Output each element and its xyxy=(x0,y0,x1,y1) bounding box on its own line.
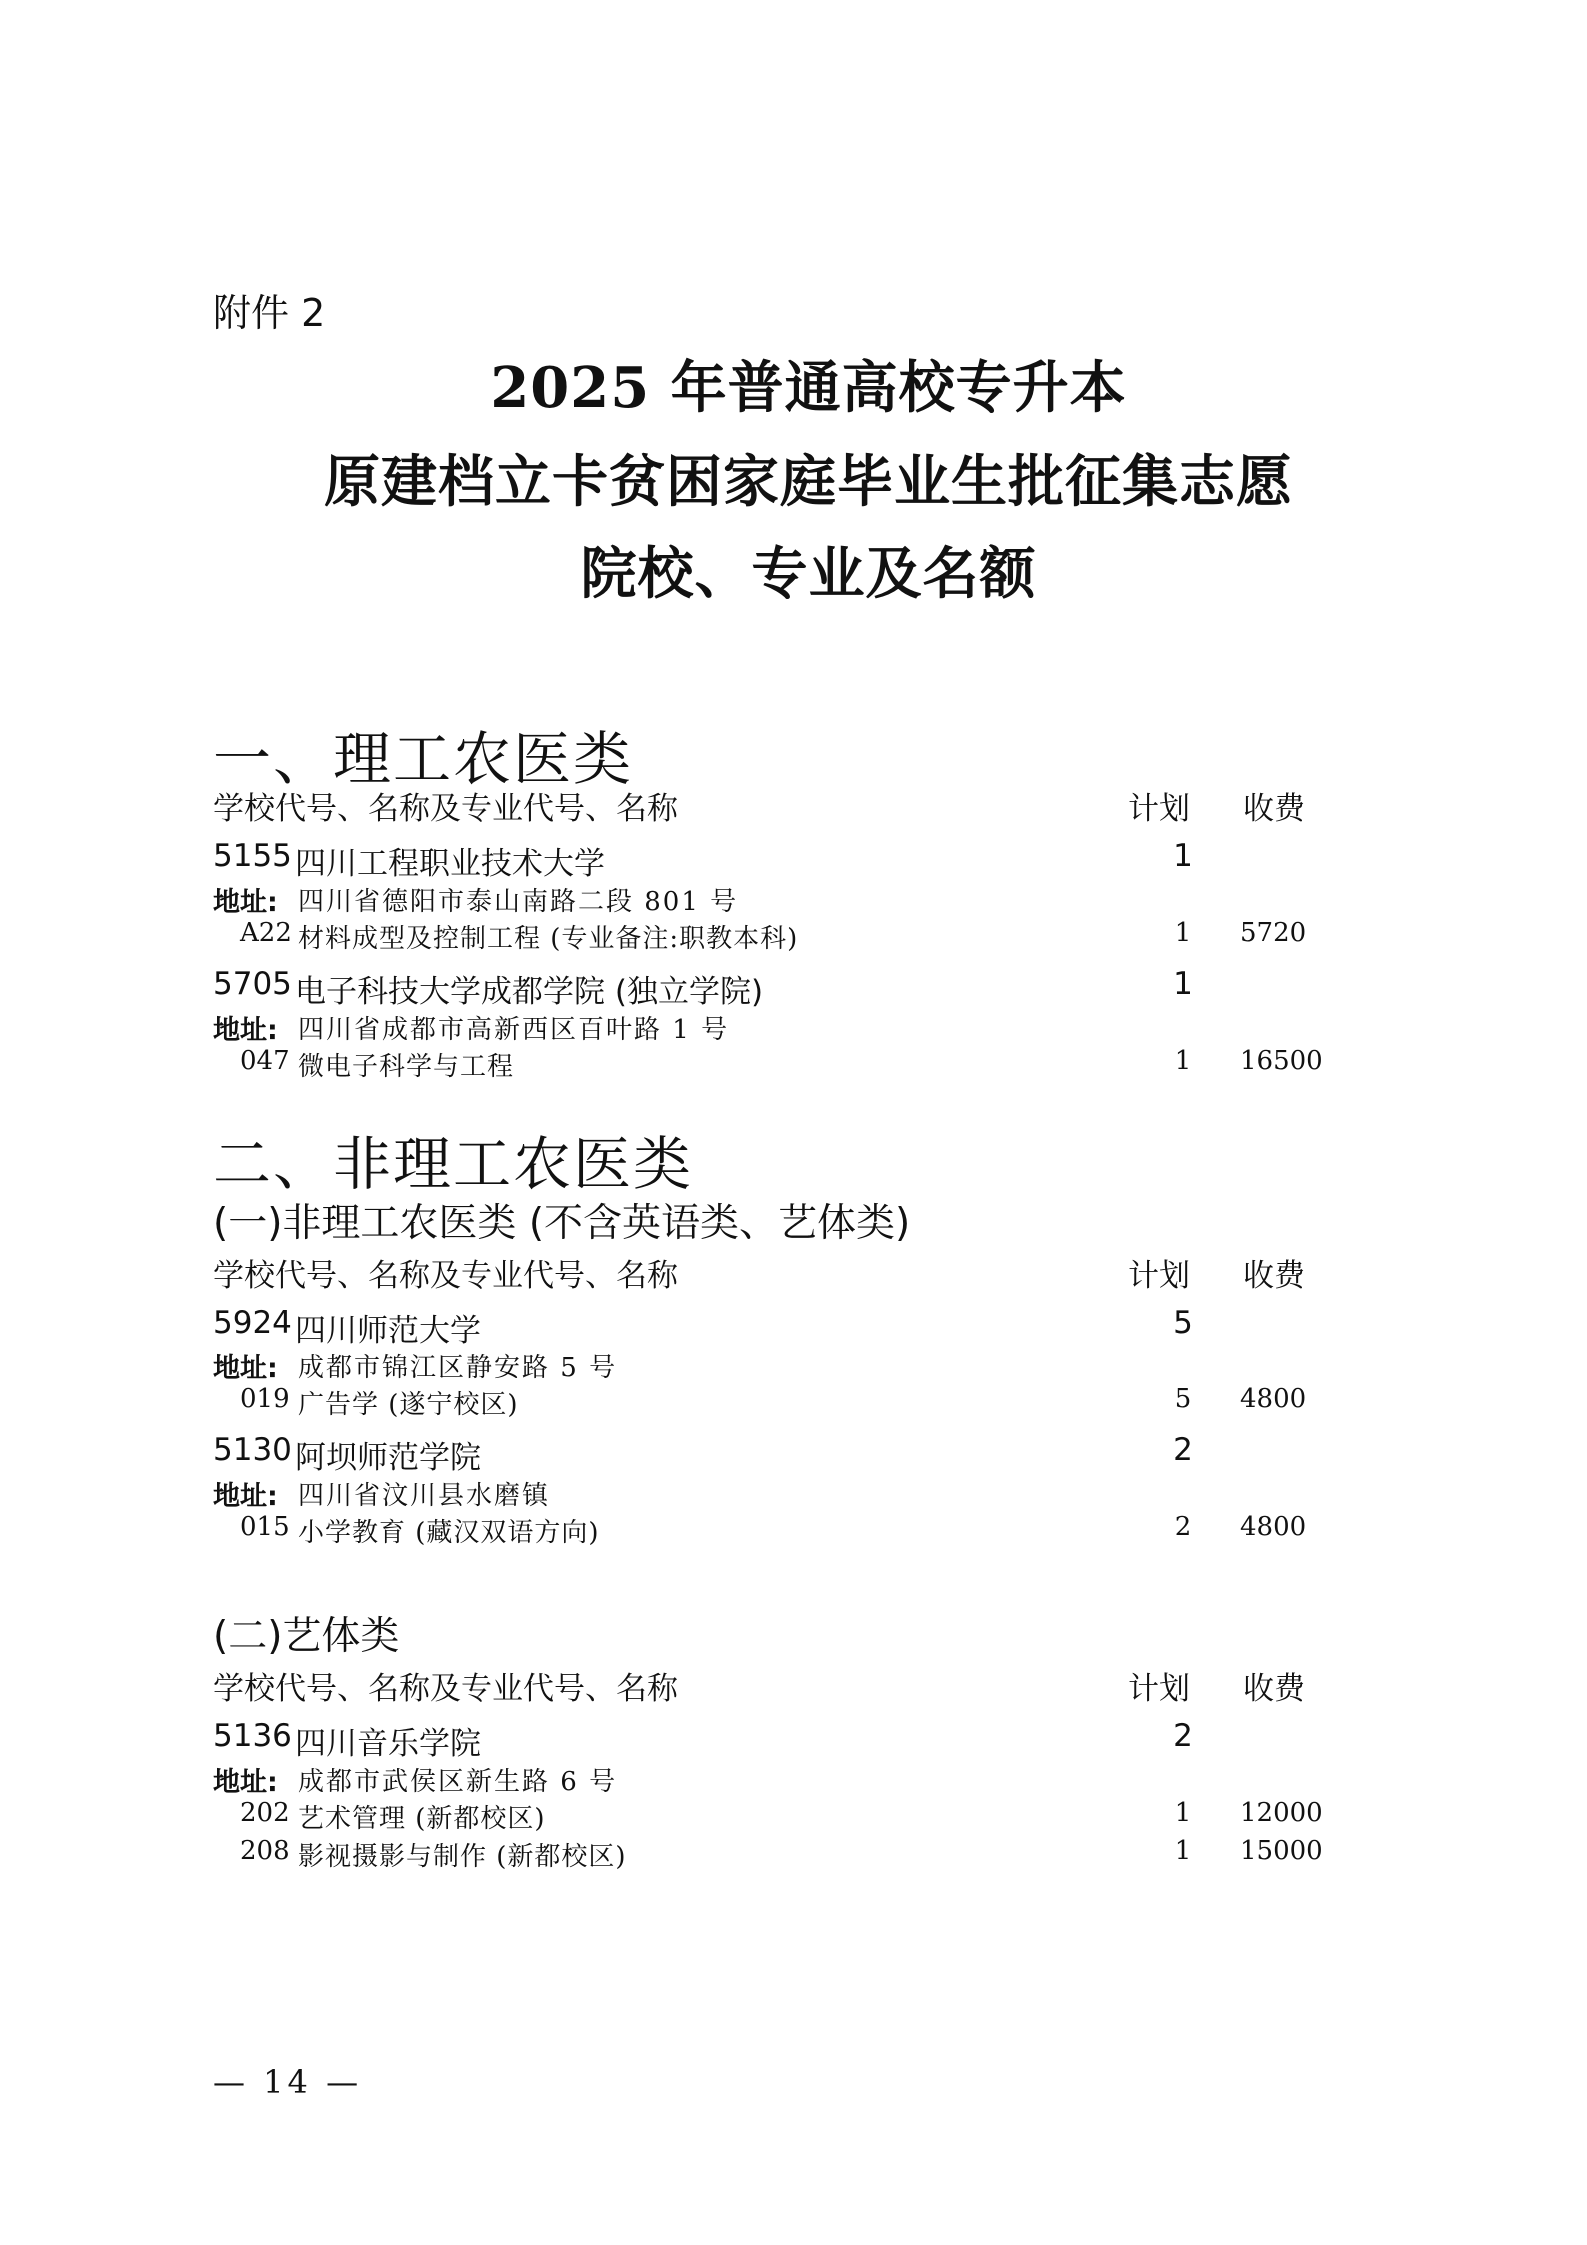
address-label: 地址: xyxy=(213,887,278,918)
address-value: 成都市武侯区新生路 6 号 xyxy=(298,1767,618,1797)
school-name: 阿坝师范学院 xyxy=(295,1440,481,1476)
major-plan: 5 xyxy=(1174,1384,1192,1414)
address-label: 地址: xyxy=(213,1353,278,1384)
major-code: 047 xyxy=(240,1046,290,1076)
address-label: 地址: xyxy=(213,1767,278,1798)
address-value: 四川省德阳市泰山南路二段 801 号 xyxy=(298,887,739,917)
school-code: 5130 xyxy=(213,1432,292,1468)
major-name: 艺术管理 (新都校区) xyxy=(298,1804,546,1834)
major-name: 微电子科学与工程 xyxy=(298,1052,515,1082)
school-name: 四川音乐学院 xyxy=(295,1726,481,1762)
major-plan: 2 xyxy=(1174,1512,1192,1542)
major-plan: 1 xyxy=(1174,1798,1192,1828)
major-plan: 1 xyxy=(1174,1836,1192,1866)
column-fee: 收费 xyxy=(1243,1671,1305,1707)
title-line-3: 院校、专业及名额 xyxy=(580,541,1037,607)
title-line-2: 原建档立卡贫困家庭毕业生批征集志愿 xyxy=(324,449,1293,515)
major-fee: 4800 xyxy=(1240,1384,1307,1414)
major-code: 202 xyxy=(240,1798,290,1828)
major-fee: 12000 xyxy=(1240,1798,1323,1828)
major-code: 208 xyxy=(240,1836,290,1866)
major-plan: 1 xyxy=(1174,918,1192,948)
address-label: 地址: xyxy=(213,1015,278,1046)
school-name: 电子科技大学成都学院 (独立学院) xyxy=(295,974,764,1010)
major-fee: 5720 xyxy=(1240,918,1307,948)
address-value: 成都市锦江区静安路 5 号 xyxy=(298,1353,618,1383)
school-plan: 1 xyxy=(1173,966,1193,1002)
address-value: 四川省汶川县水磨镇 xyxy=(298,1481,551,1511)
attachment-label: 附件 2 xyxy=(213,291,326,335)
column-label: 学校代号、名称及专业代号、名称 xyxy=(213,1671,678,1707)
major-name: 小学教育 (藏汉双语方向) xyxy=(298,1518,600,1548)
major-code: 019 xyxy=(240,1384,290,1414)
column-label: 学校代号、名称及专业代号、名称 xyxy=(213,791,678,827)
column-label: 学校代号、名称及专业代号、名称 xyxy=(213,1258,678,1294)
column-plan: 计划 xyxy=(1128,791,1190,827)
column-fee: 收费 xyxy=(1243,791,1305,827)
section1-heading: 一、理工农医类 xyxy=(213,725,634,793)
school-code: 5155 xyxy=(213,838,292,874)
school-code: 5705 xyxy=(213,966,292,1002)
major-name: 影视摄影与制作 (新都校区) xyxy=(298,1842,627,1872)
school-code: 5136 xyxy=(213,1718,292,1754)
school-name: 四川工程职业技术大学 xyxy=(295,846,605,882)
school-code: 5924 xyxy=(213,1305,292,1341)
major-name: 广告学 (遂宁校区) xyxy=(298,1390,519,1420)
major-fee: 15000 xyxy=(1240,1836,1323,1866)
school-plan: 2 xyxy=(1173,1432,1193,1468)
subsection2-heading: (二)艺体类 xyxy=(213,1614,400,1659)
major-code: 015 xyxy=(240,1512,290,1542)
major-fee: 4800 xyxy=(1240,1512,1307,1542)
school-plan: 5 xyxy=(1173,1305,1193,1341)
school-name: 四川师范大学 xyxy=(295,1313,481,1349)
major-plan: 1 xyxy=(1174,1046,1192,1076)
column-plan: 计划 xyxy=(1128,1258,1190,1294)
major-fee: 16500 xyxy=(1240,1046,1323,1076)
title-line-1: 2025 年普通高校专升本 xyxy=(490,355,1127,421)
column-plan: 计划 xyxy=(1128,1671,1190,1707)
address-value: 四川省成都市高新西区百叶路 1 号 xyxy=(298,1015,730,1045)
address-label: 地址: xyxy=(213,1481,278,1512)
school-plan: 2 xyxy=(1173,1718,1193,1754)
major-name: 材料成型及控制工程 (专业备注:职教本科) xyxy=(298,924,799,954)
section2-heading: 二、非理工农医类 xyxy=(213,1130,694,1198)
column-fee: 收费 xyxy=(1243,1258,1305,1294)
major-code: A22 xyxy=(240,918,292,948)
page-number: — 14 — xyxy=(213,2063,363,2101)
school-plan: 1 xyxy=(1173,838,1193,874)
subsection1-heading: (一)非理工农医类 (不含英语类、艺体类) xyxy=(213,1201,911,1246)
